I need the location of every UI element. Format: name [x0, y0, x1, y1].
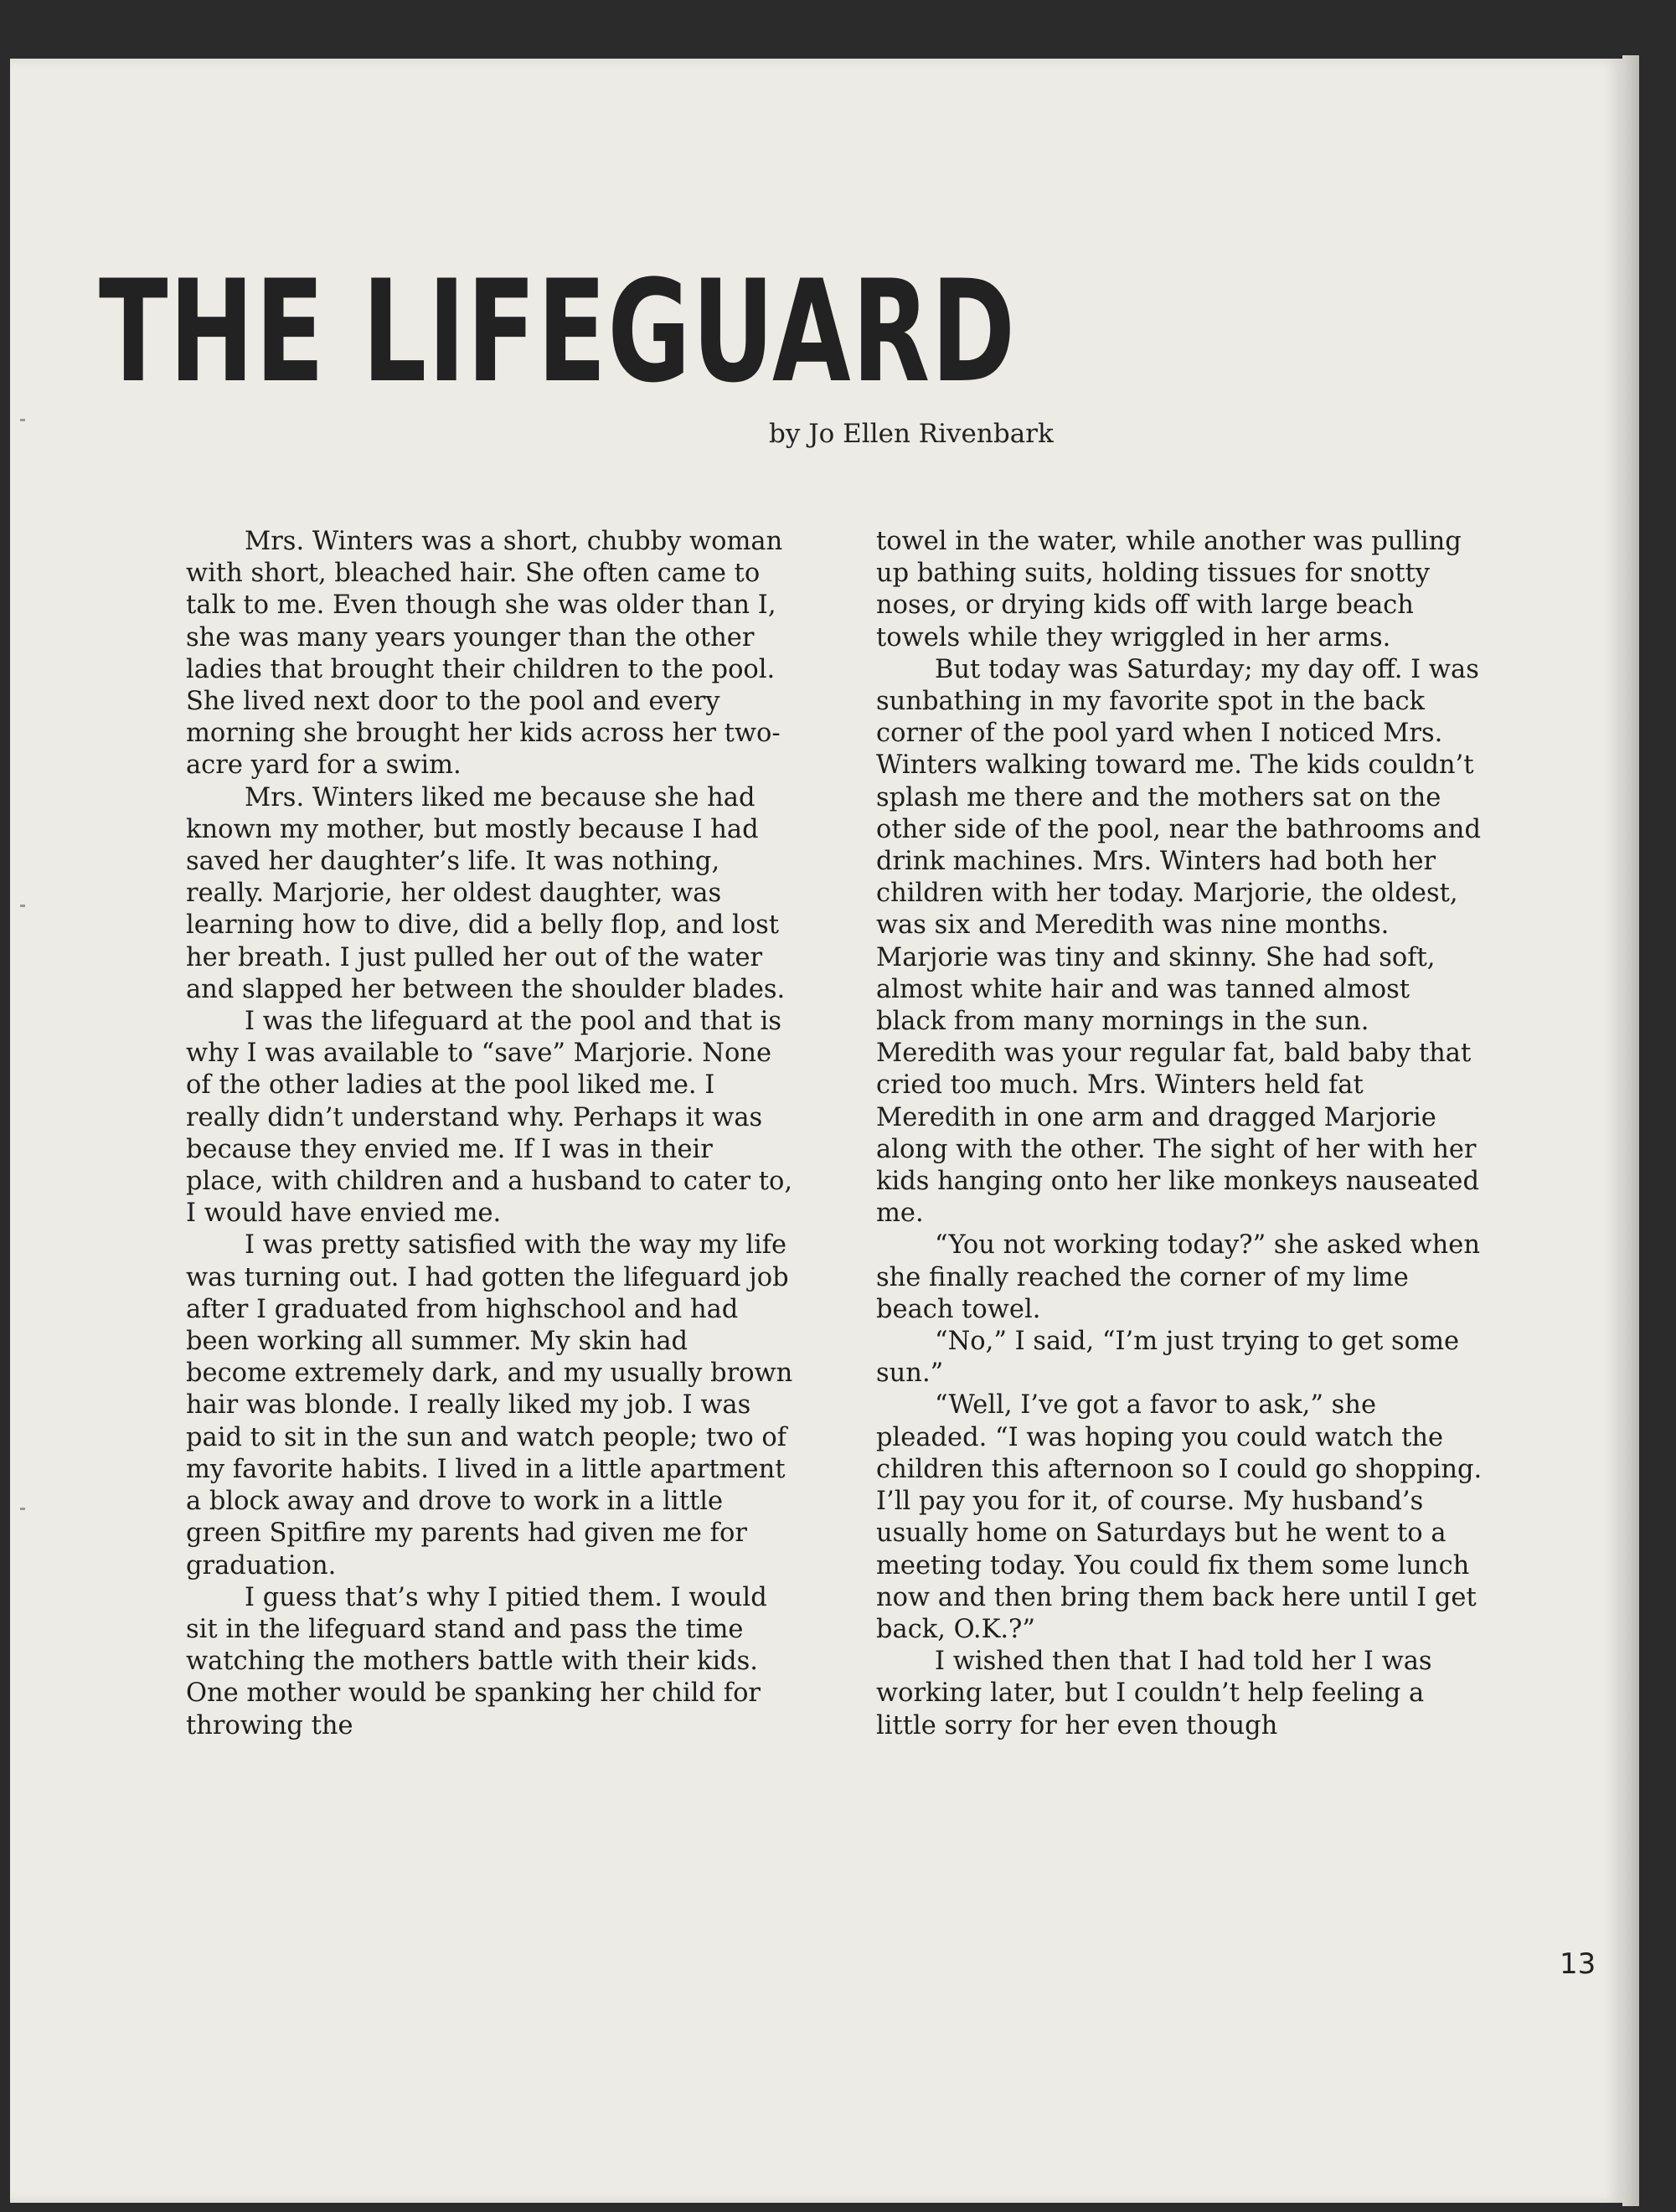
paragraph: “No,” I said, “I’m just trying to get some sun.”: [876, 1327, 1460, 1389]
paragraph: Mrs. Winters liked me because she had known my mother, but mostly because I had saved her daughter’s life. It was nothing, really. Marjorie, her oldest daughter, was learning how to dive, did a belly flop, and lost her breath. I just pulled her out of the water and slapped her between the shoulder blades.: [186, 782, 786, 1004]
article-title: THE LIFEGUARD: [99, 250, 1017, 414]
paragraph: “Well, I’ve got a favor to ask,” she pleaded. “I was hoping you could watch the children this afternoon so I could go shopping. I’ll pay you for it, of course. My husband’s usually home on Saturdays but he went to a meeting today. You could fix them some lunch now and then bring them back here until I get back, O.K.?”: [876, 1390, 1483, 1644]
article-byline: by Jo Ellen Rivenbark: [769, 419, 1054, 449]
right-column: [876, 526, 1486, 1742]
paragraph: I was pretty satisfied with the way my life was turning out. I had gotten the lifeguard job after I graduated from highschool and had been working all summer. My skin had become extremely dark, and my usually brown hair was blonde. I really liked my job. I was paid to sit in the sun and watch people; two of my favorite habits. I lived in a little apartment a block away and drove to work in a little green Spitfire my parents had given me for graduation.: [186, 1230, 793, 1580]
paragraph: But today was Saturday; my day off. I was sunbathing in my favorite spot in the back corner of the pool yard when I noticed Mrs. Winters walking toward me. The kids couldn’t splash me there and the mothers sat on the other side of the pool, near the bathrooms and drink machines. Mrs. Winters had both her children with her today. Marjorie, the oldest, was six and Meredith was nine months. Marjorie was tiny and skinny. She had soft, almost white hair and was tanned almost black from many mornings in the sun. Meredith was your regular fat, bald baby that cried too much. Mrs. Winters held fat Meredith in one arm and dragged Marjorie along with the other. The sight of her with her kids hanging onto her like monkeys nauseated me.: [876, 654, 1481, 1229]
paragraph: I guess that’s why I pitied them. I would sit in the lifeguard stand and pass the time watching the mothers battle with their kids. One mother would be spanking her child for throwing the: [186, 1582, 767, 1740]
paragraph: Mrs. Winters was a short, chubby woman with short, bleached hair. She often came to talk to me. Even though she was older than I, she was many years younger than the other ladies that brought their children to the pool. She lived next door to the pool and every morning she brought her kids across her two-acre yard for a swim.: [186, 527, 783, 781]
page-edge: [1622, 55, 1639, 2206]
paragraph: I wished then that I had told her I was working later, but I couldn’t help feeling a little sorry for her even though: [876, 1647, 1432, 1740]
page-number: 13: [1560, 1947, 1596, 1981]
binding-stitch: [20, 905, 25, 907]
binding-stitch: [20, 1508, 25, 1510]
binding-stitch: [20, 419, 25, 421]
paragraph: “You not working today?” she asked when she finally reached the corner of my lime beach towel.: [876, 1230, 1480, 1324]
paragraph-continued: towel in the water, while another was pulling up bathing suits, holding tissues for snotty noses, or drying kids off with large beach towels while they wriggled in her arms.: [876, 527, 1462, 652]
left-column: [186, 526, 796, 1742]
paragraph: I was the lifeguard at the pool and that is why I was available to “save” Marjorie. None of the other ladies at the pool liked me. I really didn’t understand why. Perhaps it was because they envied me. If I was in their place, with children and a husband to cater to, I would have envied me.: [186, 1007, 793, 1229]
